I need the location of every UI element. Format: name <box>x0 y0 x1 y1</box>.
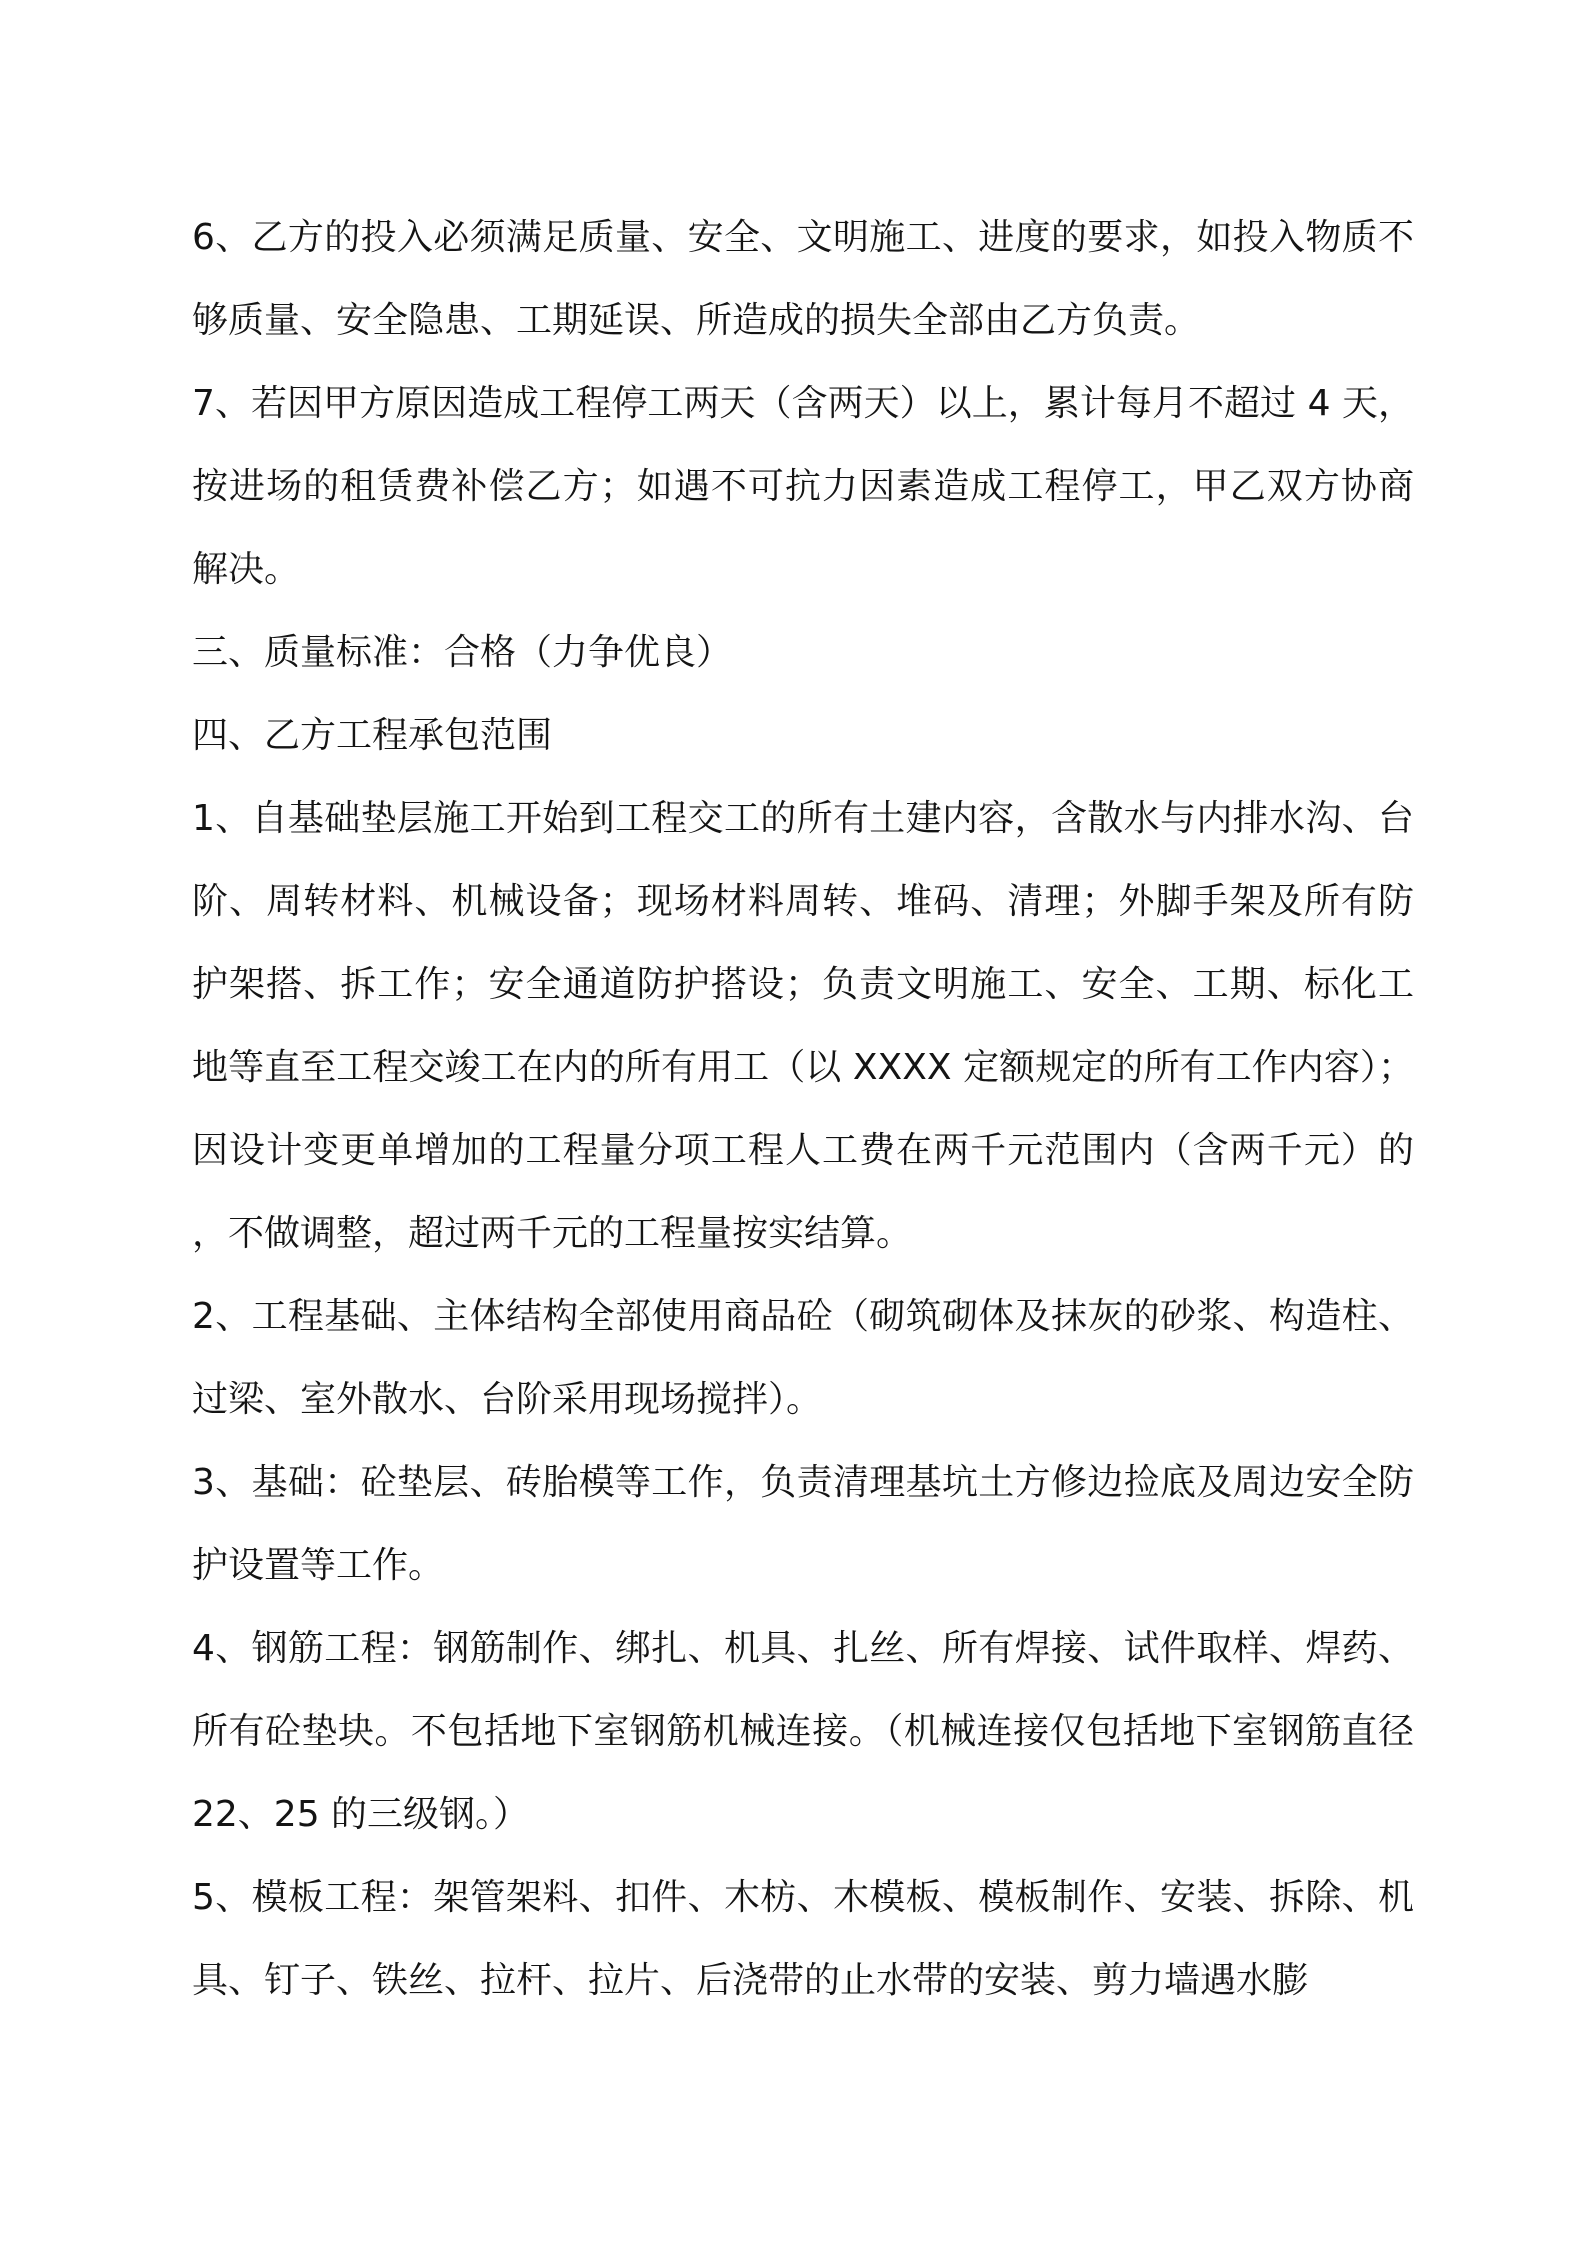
section-4-heading: 四、乙方工程承包范围 <box>192 715 553 756</box>
scope-item-2-paragraph: 2、工程基础、主体结构全部使用商品砼（砌筑砌体及抹灰的砂浆、构造柱、过梁、室外散水、台阶采用现场搅拌）。 <box>192 1296 1414 1420</box>
scope-item-5-paragraph: 5、模板工程：架管架料、扣件、木枋、木模板、模板制作、安装、拆除、机具、钉子、铁丝、拉杆、拉片、后浇带的止水带的安装、剪力墙遇水膨 <box>192 1877 1414 2001</box>
clause-7-paragraph: 7、若因甲方原因造成工程停工两天（含两天）以上，累计每月不超过 4 天，按进场的租赁费补偿乙方；如遇不可抗力因素造成工程停工，甲乙双方协商解决。 <box>192 383 1414 590</box>
scope-item-1-paragraph: 1、自基础垫层施工开始到工程交工的所有土建内容，含散水与内排水沟、台阶、周转材料、机械设备；现场材料周转、堆码、清理；外脚手架及所有防护架搭、拆工作；安全通道防护搭设；负责文明施工、安全、工期、标化工地等直至工程交竣工在内的所有用工（以 XXXX 定额规定的所有工作内容）；因设计变更单增加的工程量分项工程人工费在两千元范围内（含两千元）的，不做调整，超过两千元的工程量按实结算。 <box>192 798 1414 1254</box>
scope-item-3-paragraph: 3、基础：砼垫层、砖胎模等工作，负责清理基坑土方修边捡底及周边安全防护设置等工作。 <box>192 1462 1414 1586</box>
section-3-heading: 三、质量标准：合格（力争优良） <box>192 632 733 673</box>
document-page <box>192 196 1414 2022</box>
clause-6-paragraph: 6、乙方的投入必须满足质量、安全、文明施工、进度的要求，如投入物质不够质量、安全隐患、工期延误、所造成的损失全部由乙方负责。 <box>192 217 1414 341</box>
scope-item-4-paragraph: 4、钢筋工程：钢筋制作、绑扎、机具、扎丝、所有焊接、试件取样、焊药、所有砼垫块。不包括地下室钢筋机械连接。（机械连接仅包括地下室钢筋直径 22、25 的三级钢。） <box>192 1628 1414 1835</box>
